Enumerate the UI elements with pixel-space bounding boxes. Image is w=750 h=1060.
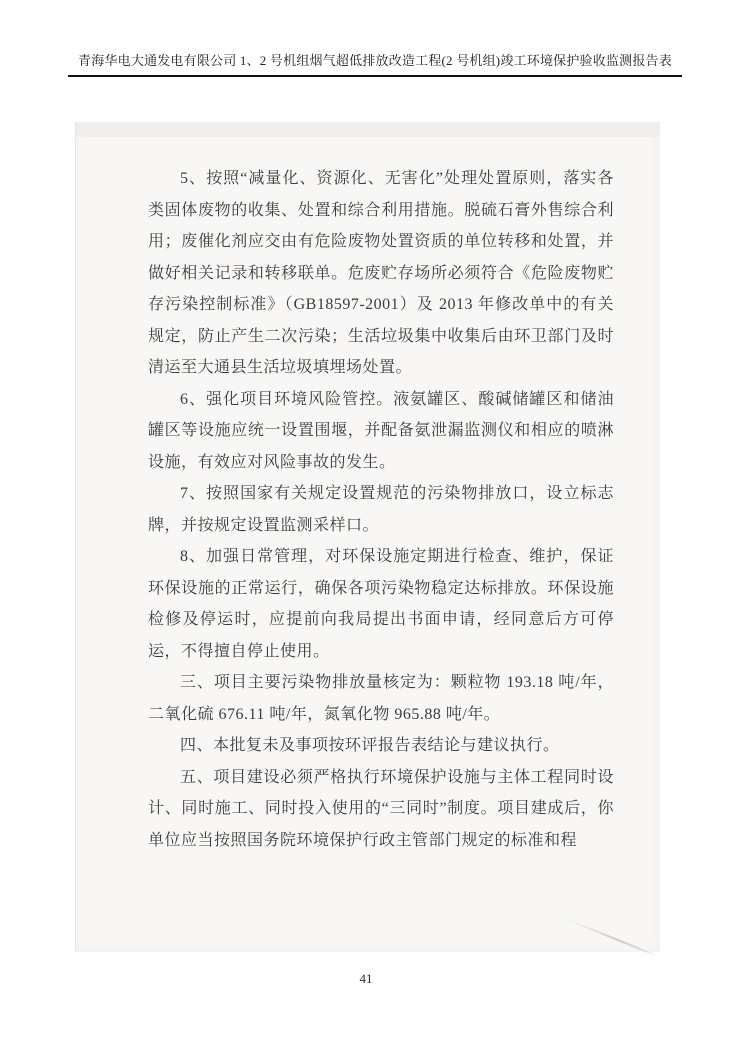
- document-paragraph: 5、按照“减量化、资源化、无害化”处理处置原则，落实各类固体废物的收集、处置和综合利用措施。脱硫石膏外售综合利用；废催化剂应交由有危险废物处置资质的单位转移和处置，并做好相关记录和转移联单。危废贮存场所必须符合《危险废物贮存污染控制标准》（GB18597-2001）及 2013 年修改单中的有关规定，防止产生二次污染；生活垃圾集中收集后由环卫部门及时清运至大通县生活垃圾填埋场处置。: [148, 170, 614, 376]
- document-paragraph: 五、项目建设必须严格执行环境保护设施与主体工程同时设计、同时施工、同时投入使用的“三同时”制度。项目建成后，你单位应当按照国务院环境保护行政主管部门规定的标准和程: [148, 768, 614, 849]
- page-number: 41: [359, 971, 373, 986]
- scan-top-shadow: [75, 122, 660, 137]
- document-paragraph: 8、加强日常管理，对环保设施定期进行检查、维护，保证环保设施的正常运行，确保各项污染物稳定达标排放。环保设施检修及停运时，应提前向我局提出书面申请，经同意后方可停运，不得擅自停止使用。: [148, 548, 614, 660]
- document-paragraph: 6、强化项目环境风险管控。液氨罐区、酸碱储罐区和储油罐区等设施应统一设置围堰，并配备氨泄漏监测仪和相应的喷淋设施，有效应对风险事故的发生。: [148, 390, 614, 471]
- document-paragraph: 7、按照国家有关规定设置规范的污染物排放口，设立标志牌，并按规定设置监测采样口。: [148, 485, 614, 534]
- document-paragraph: 四、本批复未及事项按环评报告表结论与建议执行。: [180, 737, 560, 754]
- report-header-title: 青海华电大通发电有限公司 1、2 号机组烟气超低排放改造工程(2 号机组)竣工环境保护验收监测报告表: [78, 53, 672, 68]
- header-rule: [68, 75, 682, 77]
- scan-left-edge: [75, 122, 76, 952]
- scan-corner-artifact: [566, 918, 655, 955]
- document-body: [148, 163, 614, 856]
- scanned-document-page: [75, 122, 660, 952]
- document-paragraph: 三、项目主要污染物排放量核定为：颗粒物 193.18 吨/年，二氧化硫 676.11 吨/年，氮氧化物 965.88 吨/年。: [148, 674, 614, 723]
